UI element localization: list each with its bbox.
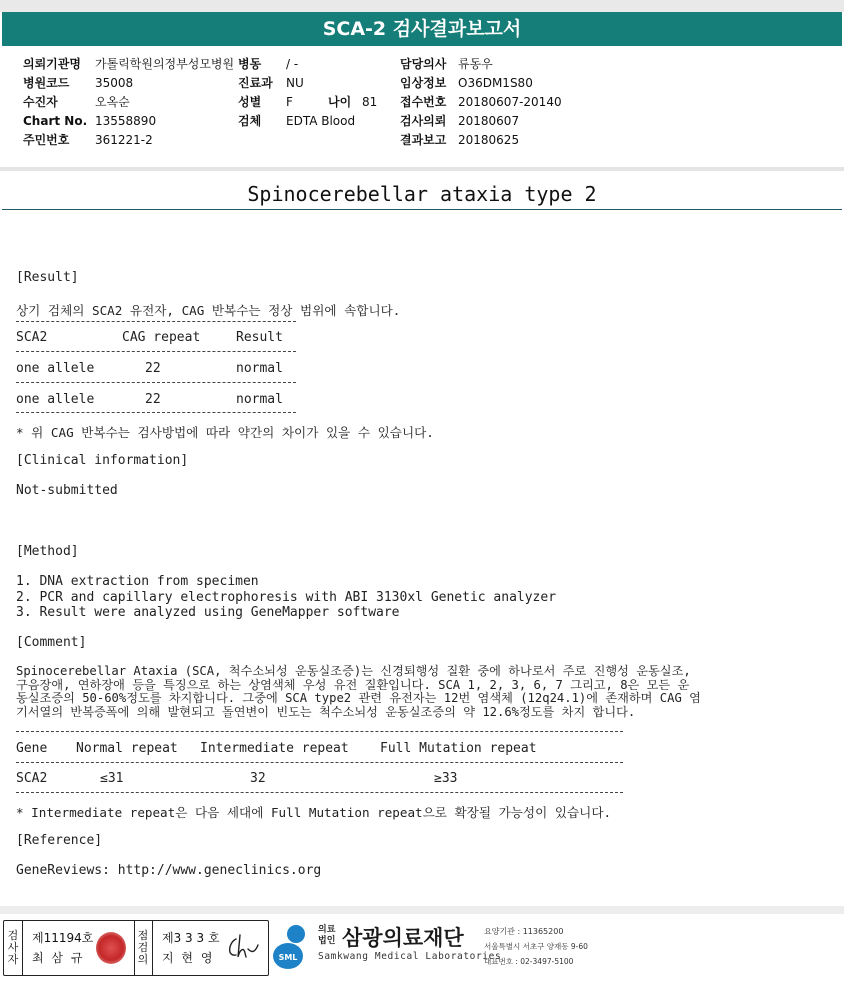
result-row1-result: normal (236, 361, 283, 376)
sig-divider (152, 921, 153, 975)
comment-note: * Intermediate repeat은 다음 세대에 Full Mutation repeat으로 확장될 가능성이 있습니다. (16, 805, 612, 820)
label-resident-no: 주민번호 (23, 133, 70, 147)
value-request-date: 20180607 (458, 114, 520, 128)
comment-row-normal: ≤31 (100, 771, 124, 786)
label-chart-no: Chart No. (23, 114, 88, 128)
inspector-label-char: 의 (137, 953, 149, 966)
lab-phone: 대표번호 : 02-3497-5100 (484, 957, 574, 966)
label-clinical-info: 임상정보 (400, 76, 447, 90)
value-ward: / - (286, 57, 299, 71)
lab-prefix: 법인 (318, 936, 336, 946)
result-col-gene: SCA2 (16, 330, 48, 345)
comment-line: 동실조증의 50-60%정도를 차지합니다. 그중에 SCA type2 관련 유전자는 12번 염색체 (12q24.1)에 존재하며 CAG 염 (16, 691, 701, 706)
label-age: 나이 (328, 95, 352, 109)
logo-abbr: SML (278, 953, 298, 962)
clinical-text: Not-submitted (16, 483, 118, 498)
label-doctor: 담당의사 (400, 57, 447, 71)
value-receipt-no: 20180607-20140 (458, 95, 562, 109)
header-divider (0, 167, 844, 171)
method-item: 1. DNA extraction from specimen (16, 574, 259, 589)
method-item: 2. PCR and capillary electrophoresis with ABI 3130xl Genetic analyzer (16, 589, 557, 605)
label-receipt-no: 접수번호 (400, 95, 447, 109)
lab-english-name: Samkwang Medical Laboratories (318, 951, 502, 962)
result-col-cag: CAG repeat (122, 330, 201, 345)
header-col3 (400, 55, 562, 150)
comment-col-full: Full Mutation repeat (380, 741, 537, 756)
reference-heading: [Reference] (16, 833, 103, 848)
lab-name: 삼광의료재단 (342, 926, 464, 950)
comment-row-intermediate: 32 (250, 771, 266, 786)
inspector-license: 제3 3 3 호 (162, 931, 220, 945)
clinical-heading: [Clinical information] (16, 453, 189, 468)
examiner-label-char: 사 (7, 941, 19, 954)
examiner-name: 최 삼 규 (32, 951, 85, 965)
comment-paragraph (16, 665, 701, 719)
dash-rule (16, 351, 296, 352)
label-ward: 병동 (238, 57, 262, 71)
method-heading: [Method] (16, 544, 79, 559)
comment-line: 기서열의 반복증폭에 의해 발현되고 돌연변이 빈도는 척수소뇌성 운동실조증의 약 12.6%정도를 차지 합니다. (16, 704, 636, 719)
label-specimen: 검체 (238, 114, 262, 128)
dash-rule (16, 412, 296, 413)
comment-heading: [Comment] (16, 635, 87, 650)
lab-code: 요양기관 : 11365200 (484, 927, 564, 936)
dash-rule (16, 762, 623, 763)
comment-col-intermediate: Intermediate repeat (200, 741, 349, 756)
dash-rule (16, 382, 296, 383)
header-col2 (238, 55, 377, 131)
examiner-label-char: 검 (7, 929, 19, 942)
sig-divider (134, 921, 135, 975)
result-row1-allele: one allele (16, 361, 95, 376)
value-patient: 오옥순 (95, 95, 130, 109)
value-resident-no: 361221-2 (95, 133, 153, 147)
comment-row-gene: SCA2 (16, 771, 48, 786)
result-row2-repeat: 22 (145, 392, 161, 407)
value-specimen: EDTA Blood (286, 114, 356, 128)
sig-divider (22, 921, 23, 975)
value-department: NU (286, 76, 304, 90)
lab-prefix: 의료 (318, 925, 336, 935)
top-strip (0, 0, 844, 12)
footer-divider (0, 906, 844, 914)
inspector-name: 지 현 영 (162, 951, 215, 965)
value-report-date: 20180625 (458, 133, 520, 147)
label-sex: 성별 (238, 95, 262, 109)
dash-rule (16, 731, 623, 732)
result-heading: [Result] (16, 270, 79, 285)
method-list (16, 574, 556, 621)
examiner-label (6, 930, 20, 966)
inspector-label-char: 검 (137, 941, 149, 954)
dash-rule (16, 792, 623, 793)
result-row2-result: normal (236, 392, 283, 407)
label-department: 진료과 (238, 76, 273, 90)
value-clinical-info: O36DM1S80 (458, 76, 533, 90)
label-patient: 수진자 (23, 95, 58, 109)
signature-box (3, 920, 269, 976)
examiner-label-char: 자 (7, 953, 19, 966)
lab-legal-prefix (318, 925, 335, 947)
result-row2-allele: one allele (16, 392, 95, 407)
value-age: 81 (362, 95, 378, 109)
comment-row-full: ≥33 (434, 771, 458, 786)
comment-line: Spinocerebellar Ataxia (SCA, 척수소뇌성 운동실조증)는 신경퇴행성 질환 중에 하나로서 주로 진행성 운동실조, (16, 664, 691, 678)
comment-col-normal: Normal repeat (76, 741, 178, 756)
examiner-license: 제11194호 (32, 931, 94, 945)
result-row1-repeat: 22 (145, 361, 161, 376)
label-institution: 의뢰기관명 (23, 57, 81, 71)
lab-logo-icon (272, 922, 314, 972)
value-doctor: 류동우 (458, 57, 493, 71)
header-col1 (23, 55, 234, 150)
value-hospital-code: 35008 (95, 76, 134, 90)
comment-line: 구음장애, 연하장애 등을 특징으로 하는 상염색체 우성 유전 질환입니다. SCA 1, 2, 3, 6, 7 그리고, 8은 모든 운 (16, 677, 690, 692)
result-col-result: Result (236, 330, 283, 345)
examiner-seal (96, 932, 126, 964)
result-summary: 상기 검체의 SCA2 유전자, CAG 반복수는 정상 범위에 속합니다. (16, 303, 401, 318)
signature-mark (224, 931, 262, 965)
result-note: * 위 CAG 반복수는 검사방법에 따라 약간의 차이가 있을 수 있습니다. (16, 425, 434, 440)
value-sex: F (286, 95, 293, 109)
inspector-label-char: 점 (137, 929, 149, 942)
value-institution: 가톨릭학원의정부성모병원 (95, 57, 235, 71)
label-report-date: 결과보고 (400, 133, 447, 147)
label-request-date: 검사의뢰 (400, 114, 447, 128)
inspector-label (136, 930, 150, 966)
dash-rule (16, 321, 296, 322)
document-title: Spinocerebellar ataxia type 2 (247, 182, 597, 206)
lab-address: 서울특별시 서초구 양재동 9-60 (484, 942, 588, 951)
comment-col-gene: Gene (16, 741, 48, 756)
report-title: SCA-2 검사결과보고서 (2, 12, 842, 46)
value-chart-no: 13558890 (95, 114, 157, 128)
reference-text: GeneReviews: http://www.geneclinics.org (16, 863, 322, 878)
title-rule (2, 209, 842, 210)
label-hospital-code: 병원코드 (23, 76, 70, 90)
method-item: 3. Result were analyzed using GeneMapper software (16, 605, 400, 620)
